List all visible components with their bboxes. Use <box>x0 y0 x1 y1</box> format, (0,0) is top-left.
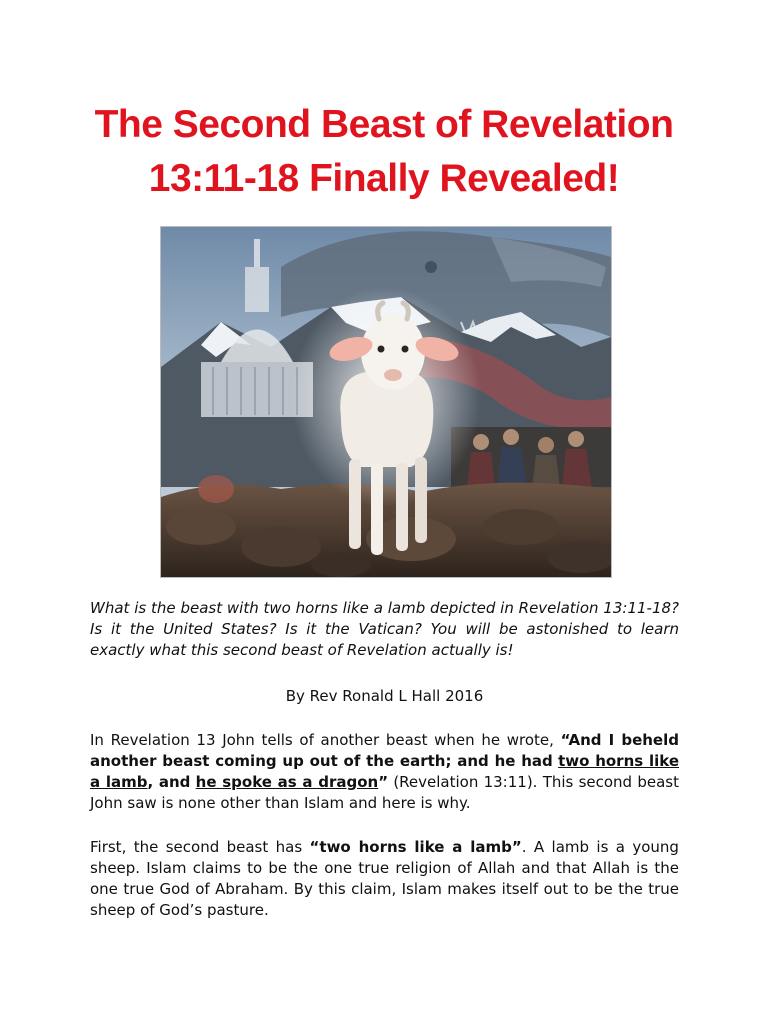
para1-citation: (Revelation 13:11). <box>393 773 538 791</box>
page-title: The Second Beast of Revelation 13:11-18 Finally Revealed! <box>94 103 674 200</box>
para2-tail: . A lamb is a young sheep. Islam claims to be the one true religion of Allah and that Allah is the one true God of Abraham. By this claim, Islam makes itself out to be the true sheep of God’s pasture. <box>90 838 679 919</box>
para1-quote-close: ” <box>378 773 389 791</box>
para1-tail: This second beast John saw is none other than Islam and here is why. <box>90 773 679 812</box>
para2-quote: “two horns like a lamb” <box>309 838 522 856</box>
body-paragraph-1 <box>90 730 679 814</box>
para1-quote-underlined-2: he spoke as a dragon <box>195 773 379 791</box>
author-byline: By Rev Ronald L Hall 2016 <box>285 687 484 705</box>
body-paragraph-2 <box>90 837 679 921</box>
hero-illustration-svg <box>161 227 611 577</box>
intro-paragraph: What is the beast with two horns like a lamb depicted in Revelation 13:11-18? Is it the United States? Is it the Vatican? You will be astonished to learn exactly what this second beast of Revelation actually is! <box>90 599 679 659</box>
para1-quote-open: “And I beheld another beast coming up out of the earth; and he had <box>90 731 679 770</box>
para1-quote-underlined-1: two horns like a lamb <box>90 752 679 791</box>
para1-lead: In Revelation 13 John tells of another beast when he wrote, <box>90 731 554 749</box>
hero-illustration <box>160 226 612 578</box>
para2-lead: First, the second beast has <box>90 838 303 856</box>
para1-quote-mid: , and <box>147 773 191 791</box>
